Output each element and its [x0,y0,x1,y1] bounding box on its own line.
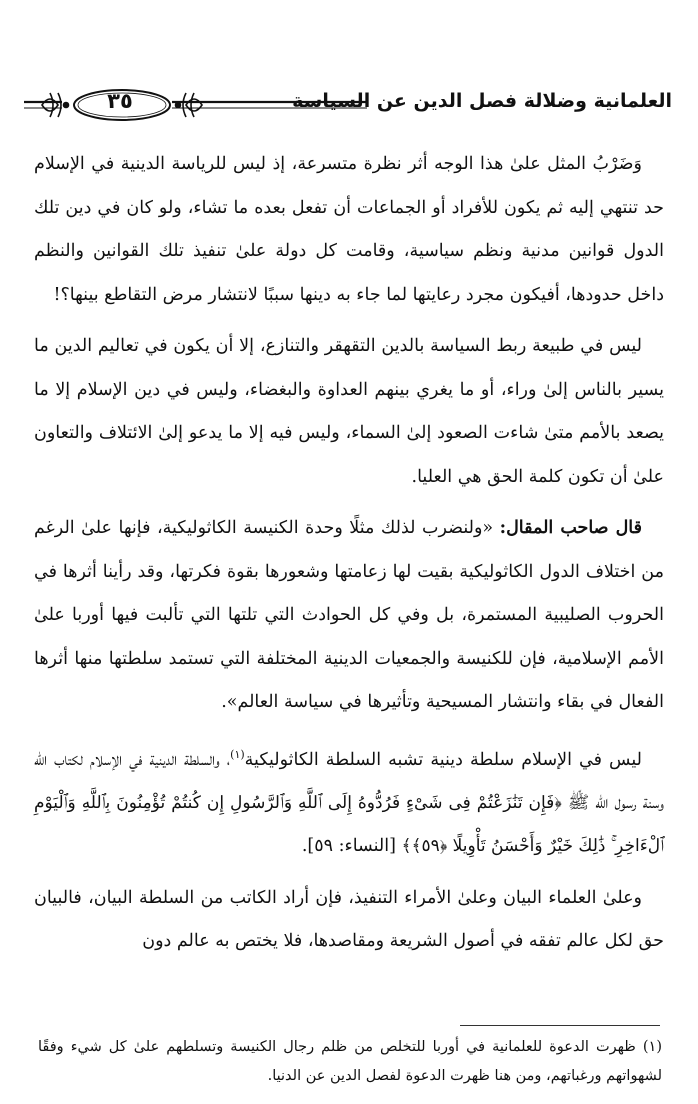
ornamental-rule [22,84,372,124]
paragraph [34,877,664,964]
footnotes [38,1033,662,1091]
paragraph-text: ليس في الإسلام سلطة دينية تشبه السلطة الكاثوليكية [244,749,642,770]
paragraph [34,507,664,725]
main-text [34,143,664,972]
page-header [22,84,678,124]
paragraph-text: وَضَرْبُ المثل علىٰ هذا الوجه أثر نظرة متسرعة، إذ ليس للرياسة الدينية في الإسلام حد تنتهي إليه ثم يكون للأفراد أو الجماعات أن تفعل بعده ما تشاء، ولو كان في دين تلك الدول قوانين مدنية ونظم سياسية، وقامت كل دولة علىٰ تنفيذ تلك القوانين والنظم داخل حدودها، أفيكون مجرد رعايتها لما جاء به دينها سببًا لانتشار مرض التقاطع بينها؟! [34,154,664,305]
footnote: (١) ظهرت الدعوة للعلمانية في أوربا للتخلص من ظلم رجال الكنيسة وتسلطهم علىٰ كل شيء وفقًا لشهواتهم ورغباتهم، ومن هنا ظهرت الدعوة لفصل الدين عن الدنيا. [38,1039,662,1084]
ornament-icon [22,84,372,124]
page-number: ٣٥ [107,89,133,113]
footnote-divider [460,1025,660,1026]
footnote-marker[interactable]: (١) [230,747,245,761]
running-title: العلمانية وضلالة فصل الدين عن السياسة [292,90,672,112]
paragraph-text: ، والسلطة الدينية في الإسلام لكتاب الله وسنة رسول الله ﷺ [34,749,664,813]
paragraph-text: وعلىٰ العلماء البيان وعلىٰ الأمراء التنفيذ، فإن أراد الكاتب من السلطة البيان، فالبيان حق لكل عالم تفقه في أصول الشريعة ومقاصدها، فلا يختص به عالم دون [34,887,664,952]
quoted-text: «ولنضرب لذلك مثلًا وحدة الكنيسة الكاثوليكية، فإنها علىٰ الرغم من اختلاف الدول الكاثوليكية بقيت لها زعامتها وشعورها بقوة فكرتها، وقد رأينا أثرها في الحروب الصليبية المستمرة، بل وفي كل الحوادث التي تلتها التي تألبت فيها أوربا علىٰ الأمم الإسلامية، فإن للكنيسة والجمعيات الدينية المختلفة التي تستمد سلطتها منها أثرها الفعال في بقاء وانتشار المسيحية وتأثيرها في سياسة العالم». [34,518,664,712]
paragraph-lead: قال صاحب المقال: [499,518,643,538]
paragraph [34,143,664,317]
paragraph [34,325,664,499]
paragraph-text: ليس في طبيعة ربط السياسة بالدين التقهقر والتنازع، إلا أن يكون في تعاليم الدين ما يسير بالناس إلىٰ وراء، أو ما يغري بينهم العداوة والبغضاء، وليس في دين الإسلام إلا ما يصعد بالأمم متىٰ شاءت الصعود إلىٰ السماء، وليس فيه إلا ما يدعو إلىٰ الائتلاف والتعاون علىٰ أن تكون كلمة الحق هي العليا. [34,336,664,487]
verse-reference: [النساء: ٥٩]. [301,836,402,857]
quran-verse: ﴿فَإِن تَنَٰزَعْتُمْ فِى شَىْءٍ فَرُدُّوهُ إِلَى ٱللَّهِ وَٱلرَّسُولِ إِن كُنتُمْ تُؤْمِنُونَ بِٱللَّهِ وَٱلْيَوْمِ ٱلْءَاخِرِ ۚ ذَٰلِكَ خَيْرٌ وَأَحْسَنُ تَأْوِيلًا ﴿٥٩﴾﴾ [34,792,664,857]
paragraph [34,733,664,869]
